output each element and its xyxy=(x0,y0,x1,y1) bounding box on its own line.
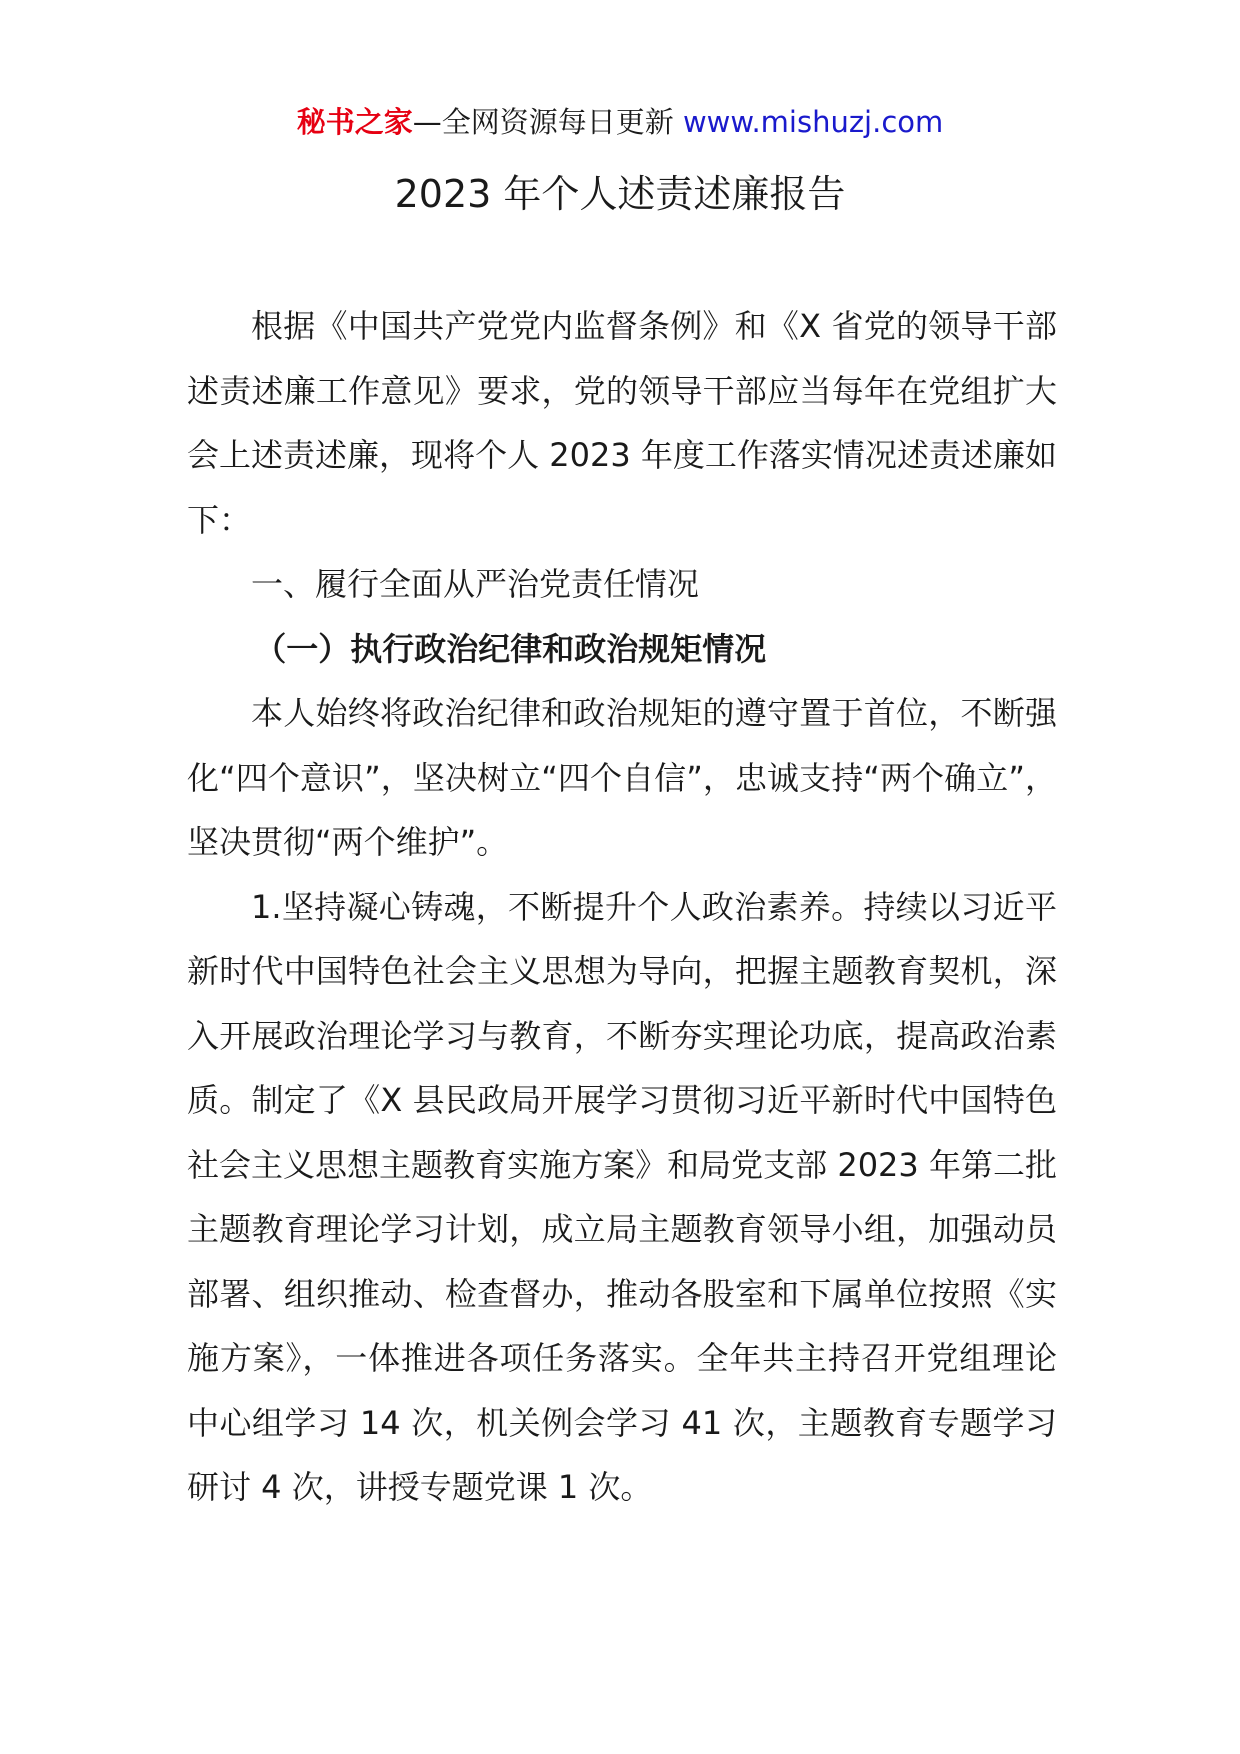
subsection-heading: （一）执行政治纪律和政治规矩情况 xyxy=(254,629,767,668)
document-body xyxy=(187,294,1057,1520)
discipline-paragraph: 本人始终将政治纪律和政治规矩的遵守置于首位，不断强化“四个意识”，坚决树立“四个自信”，忠诚支持“两个确立”，坚决贯彻“两个维护”。 xyxy=(187,694,1057,861)
header-tagline: —全网资源每日更新 xyxy=(412,105,683,139)
document-title: 2023 年个人述责述廉报告 xyxy=(394,172,846,216)
section-heading: 一、履行全面从严治党责任情况 xyxy=(251,565,700,603)
site-url-link[interactable]: www.mishuzj.com xyxy=(682,105,944,139)
item-1-paragraph: 1.坚持凝心铸魂，不断提升个人政治素养。持续以习近平新时代中国特色社会主义思想为导向，把握主题教育契机，深入开展政治理论学习与教育，不断夯实理论功底，提高政治素质。制定了《X 县民政局开展学习贯彻习近平新时代中国特色社会主义思想主题教育实施方案》和局党支部 2023 年第二批主题教育理论学习计划，成立局主题教育领导小组，加强动员部署、组织推动、检查督办，推动各股室和下属单位按照《实施方案》，一体推进各项任务落实。全年共主持召开党组理论中心组学习 14 次，机关例会学习 41 次，主题教育专题学习研讨 4 次，讲授专题党课 1 次。 xyxy=(187,887,1057,1506)
site-header xyxy=(0,100,1240,144)
brand-name: 秘书之家 xyxy=(296,105,413,139)
intro-paragraph: 根据《中国共产党党内监督条例》和《X 省党的领导干部述责述廉工作意见》要求，党的领导干部应当每年在党组扩大会上述责述廉，现将个人 2023 年度工作落实情况述责述廉如下： xyxy=(187,307,1057,539)
